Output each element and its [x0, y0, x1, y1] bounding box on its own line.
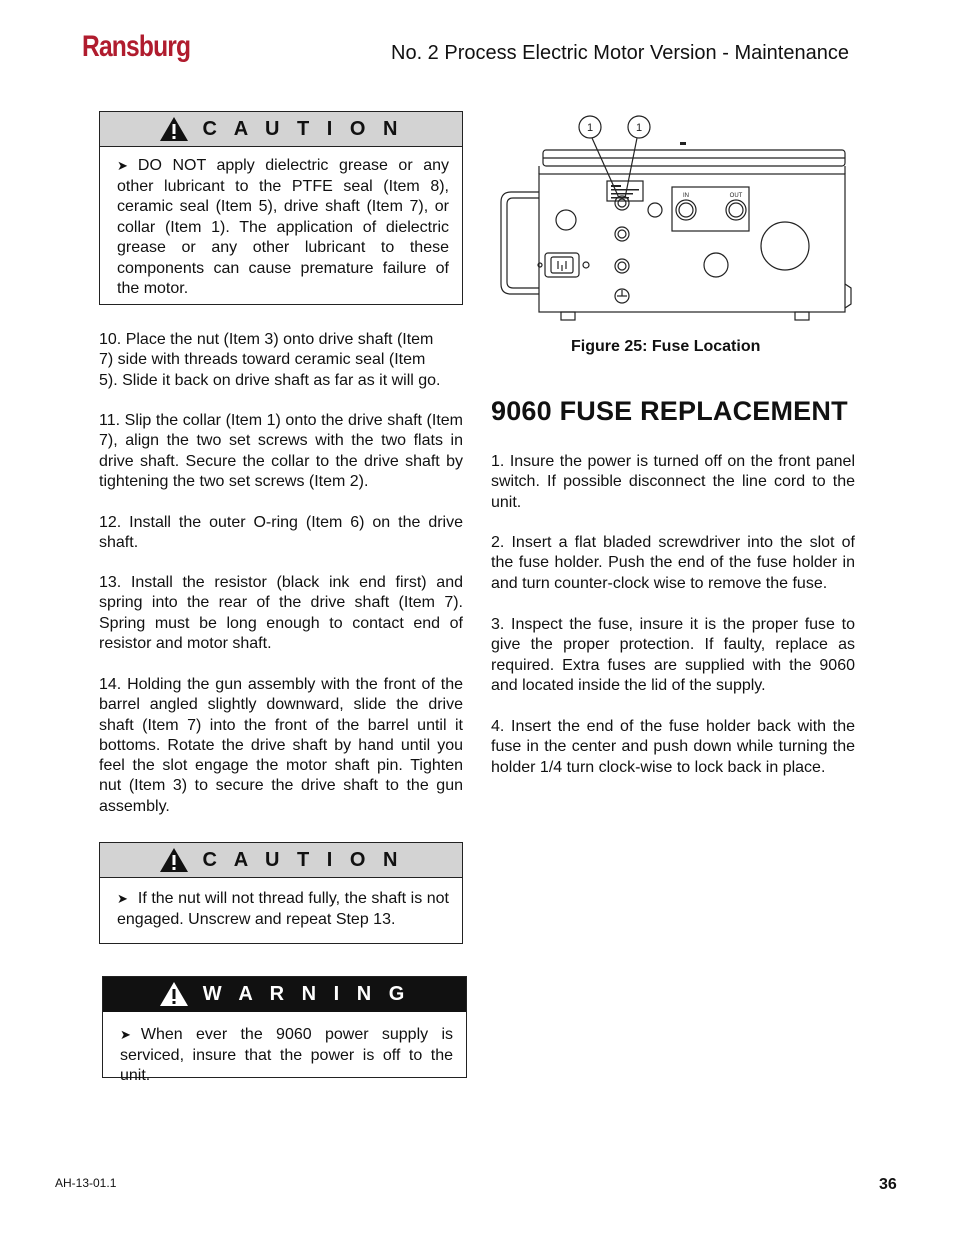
warning-text: When ever the 9060 power supply is serviced, insure that the power is off to the unit.	[120, 1026, 453, 1084]
caution-label-2: C A U T I O N	[202, 848, 404, 871]
step-10: 10. Place the nut (Item 3) onto drive shaft (Item 7) side with threads toward ceramic seal (Item 5). Slide it back on drive shaft as far as it will go.	[99, 331, 441, 389]
section-heading: 9060 FUSE REPLACEMENT	[491, 396, 848, 426]
warning-triangle-icon	[159, 847, 189, 873]
caution-box-2	[99, 842, 463, 944]
warning-triangle-icon	[159, 981, 189, 1007]
caution-body-1	[100, 147, 462, 308]
caution-header-2	[100, 843, 462, 878]
document-id: AH-13-01.1	[55, 1176, 117, 1190]
page-header-title: No. 2 Process Electric Motor Version - Maintenance	[391, 42, 849, 64]
step-14: 14. Holding the gun assembly with the front of the barrel angled slightly downward, slide the drive shaft (Item 7) into the front of the barrel until it bottoms. Rotate the drive shaft by hand until you feel the slot engage the motor shaft pin. Tighten nut (Item 3) to secure the drive shaft to the gun assembly.	[99, 676, 463, 815]
caution-header-1	[100, 112, 462, 147]
warning-box	[102, 976, 467, 1084]
caution-label-1: C A U T I O N	[202, 117, 404, 140]
step-13: 13. Install the resistor (black ink end first) and spring into the rear of the drive shaft (Item 7). Spring must be long enough to contact end of resistor and motor shaft.	[99, 574, 463, 652]
ransburg-logo: Ransburg	[82, 30, 191, 63]
callout-label-2: 1	[635, 122, 643, 134]
fuse-step-3: 3. Inspect the fuse, insure it is the proper fuse to give the proper protection. If faulty, replace as required. Extra fuses are supplied with the 9060 and located inside the lid of the supply.	[491, 616, 855, 694]
warning-triangle-icon	[159, 116, 189, 142]
warning-body	[103, 1012, 466, 1095]
step-11: 11. Slip the collar (Item 1) onto the drive shaft (Item 7), align the two set screws with the two flats in drive shaft. Secure the collar to the drive shaft by tightening the two set screws (Item 2).	[99, 412, 463, 490]
caution-box-1	[99, 111, 463, 305]
page-number: 36	[879, 1176, 897, 1193]
arrow-bullet-icon: ➤	[120, 1027, 131, 1042]
panel-label-out: OUT	[729, 193, 743, 199]
arrow-bullet-icon: ➤	[117, 158, 128, 173]
fuse-step-1: 1. Insure the power is turned off on the front panel switch. If possible disconnect the line cord to the unit.	[491, 453, 855, 511]
step-12: 12. Install the outer O-ring (Item 6) on the drive shaft.	[99, 514, 463, 552]
warning-header	[103, 977, 466, 1012]
caution-text-2: If the nut will not thread fully, the shaft is not engaged. Unscrew and repeat Step 13.	[117, 890, 449, 928]
arrow-bullet-icon: ➤	[117, 891, 128, 906]
panel-label-in: IN	[683, 193, 689, 199]
caution-body-2	[100, 878, 462, 938]
callout-label-1: 1	[586, 122, 594, 134]
figure-caption: Figure 25: Fuse Location	[571, 338, 761, 355]
warning-label: W A R N I N G	[202, 982, 411, 1005]
fuse-location-figure	[495, 112, 855, 327]
fuse-step-2: 2. Insert a flat bladed screwdriver into the slot of the fuse holder. Push the end of the fuse holder in and turn counter-clock wise to remove the fuse.	[491, 534, 855, 592]
caution-text-1: DO NOT apply dielectric grease or any other lubricant to the PTFE seal (Item 8), ceramic seal (Item 5), drive shaft (Item 7), or collar (Item 1). The application of dielectric grease or any other lubricant to these components can cause premature failure of the motor.	[117, 157, 449, 297]
fuse-step-4: 4. Insert the end of the fuse holder back with the fuse in the center and push down while turning the holder 1/4 turn clock-wise to lock back in place.	[491, 718, 855, 776]
